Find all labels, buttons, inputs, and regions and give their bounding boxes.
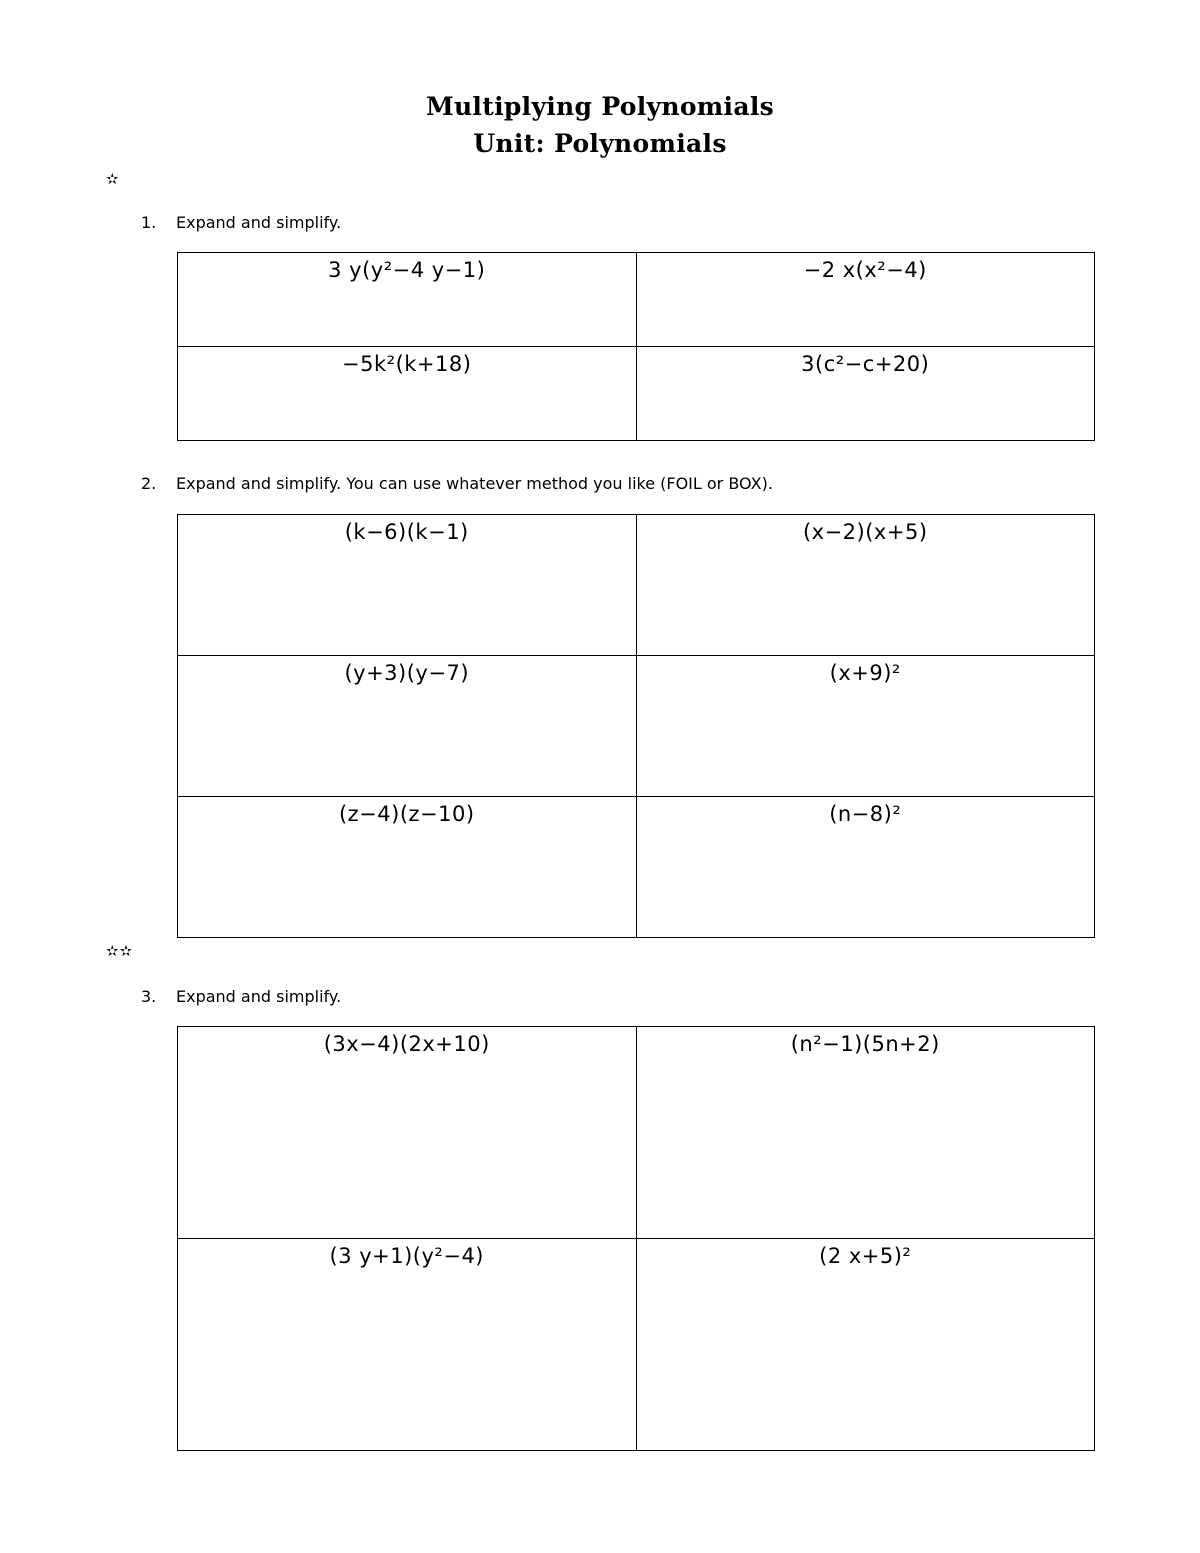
problem-expression: (3x−4)(2x+10) [323,1032,490,1056]
problem-expression: (x+9)² [829,661,901,685]
page-title: Multiplying Polynomials [425,92,775,121]
problem-expression: (z−4)(z−10) [338,802,475,826]
question-1-problem-grid [177,252,1095,441]
question-2-problem-grid [177,514,1095,938]
question-prompt: Expand and simplify. [176,213,342,232]
question-2 [141,474,773,493]
problem-cell[interactable] [636,797,1095,938]
problem-cell[interactable] [178,515,637,656]
question-prompt: Expand and simplify. You can use whatever method you like (FOIL or BOX). [176,474,773,493]
question-1 [141,213,341,232]
problem-expression: (3 y+1)(y²−4) [329,1244,484,1268]
problem-cell[interactable] [178,797,637,938]
question-3 [141,987,341,1006]
problem-expression: (2 x+5)² [819,1244,912,1268]
difficulty-one-star-icon: ✫ [106,170,120,188]
question-number: 3. [141,987,157,1006]
problem-expression: (k−6)(k−1) [344,520,469,544]
problem-cell[interactable] [636,515,1095,656]
problem-cell[interactable] [178,1239,637,1451]
problem-expression: −2 x(x²−4) [803,258,927,282]
question-prompt: Expand and simplify. [176,987,342,1006]
question-number: 2. [141,474,157,493]
difficulty-two-star-icon: ✫✫ [106,942,134,960]
problem-expression: (y+3)(y−7) [344,661,470,685]
problem-cell[interactable] [636,656,1095,797]
problem-cell[interactable] [636,347,1095,441]
problem-expression: 3 y(y²−4 y−1) [328,258,486,282]
problem-cell[interactable] [636,253,1095,347]
problem-expression: (x−2)(x+5) [802,520,928,544]
problem-expression: −5k²(k+18) [342,352,472,376]
question-number: 1. [141,213,157,232]
problem-cell[interactable] [178,656,637,797]
problem-cell[interactable] [636,1027,1095,1239]
problem-expression: (n−8)² [829,802,902,826]
problem-expression: (n²−1)(5n+2) [790,1032,940,1056]
problem-cell[interactable] [178,347,637,441]
question-3-problem-grid [177,1026,1095,1451]
problem-cell[interactable] [636,1239,1095,1451]
unit-subtitle: Unit: Polynomials [473,129,727,158]
problem-expression: 3(c²−c+20) [801,352,930,376]
problem-cell[interactable] [178,253,637,347]
problem-cell[interactable] [178,1027,637,1239]
